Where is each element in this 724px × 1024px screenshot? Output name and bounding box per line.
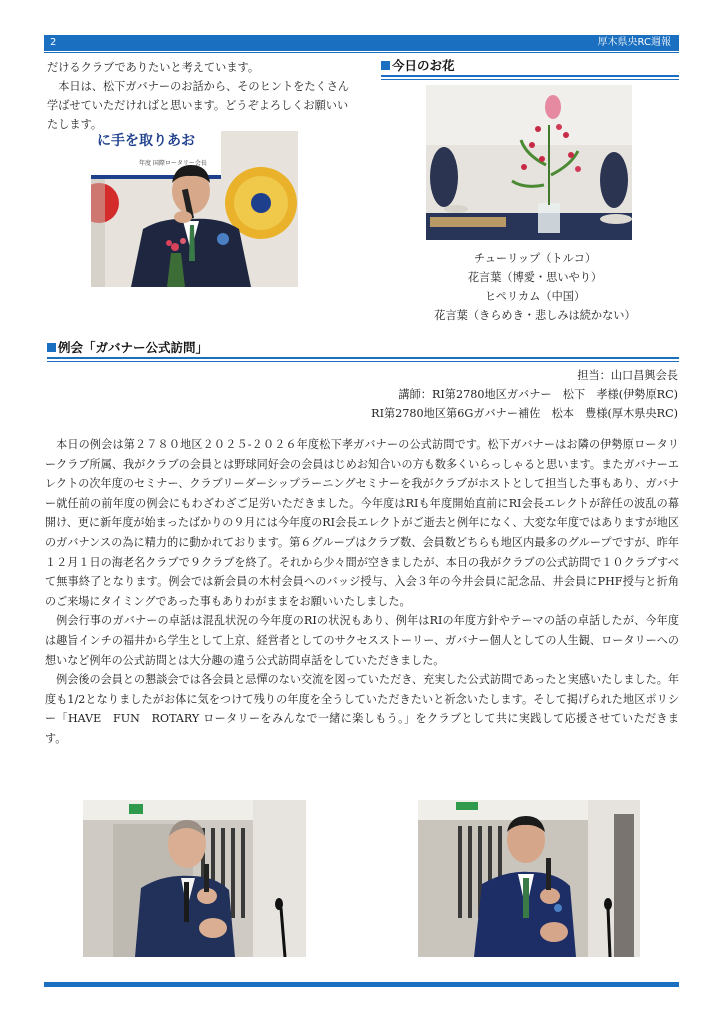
credit-speaker: 講師：RI第2780地区ガバナー 松下 孝様(伊勢原RC) [398, 388, 678, 401]
report-paragraph-3: 例会後の会員との懇談会では各会員と忌憚のない交流を図っていただき、充実した公式訪問であったと実感いたしました。年度も1/2となりましたがお体に気をつけて残りの年度を全うしていただきたいと祈念いたします。そして掲げられた地区ポリシー「HAVE FUN ROTARY ロータリーをみんなで一緒に楽しもう。」をクラブとして共に実践して応援させていただきます。 [45, 673, 679, 745]
page-number: 2 [50, 37, 57, 48]
meeting-title-rule-thin [47, 361, 679, 362]
banner-small-text: 年度 国際ロータリー会長 [139, 160, 207, 167]
header-rule [44, 52, 679, 53]
page-header [44, 35, 679, 51]
flower-caption [420, 249, 650, 325]
flowers-section-title: 今日のお花 [381, 58, 455, 74]
square-bullet-icon [381, 61, 390, 70]
flower-photo [426, 85, 632, 240]
speaker-photo-left [83, 800, 306, 957]
meeting-section-title: 例会「ガバナー公式訪問」 [47, 340, 208, 356]
meeting-report [45, 435, 679, 749]
newsletter-name: 厚木県央RC週報 [597, 37, 671, 48]
intro-text [47, 58, 357, 134]
flowers-title-rule [381, 75, 679, 77]
flower-line-2: 花言葉（博愛・思いやり） [467, 271, 603, 284]
credit-assistant: RI第2780地区第6Gガバナー補佐 松本 豊様(厚木県央RC) [371, 407, 678, 420]
report-paragraph-1: 本日の例会は第２７８０地区２０２５‐２０２６年度松下孝ガバナーの公式訪問です。松下ガバナーはお隣の伊勢原ロータリークラブ所属、我がクラブの会員とは野球同好会の会員はじめお知合いの方も数多くいらっしゃると思います。またガバナーエレクトの次年度のセミナー、クラブリーダーシップラーニングセミナーを我がクラブがホストとして担当した事もあり、ガバナー就任前の前年度の例会にもわざわざご足労いただきました。今年度はRIも年度開始直前にRI会長エレクトが辞任の波乱の幕開け、更に新年度が始まったばかりの９月には今年度のRI会長エレクトがご逝去と例年になく、大変な年度ではありますが地区のガバナンスの為に精力的に動かれております。第６グループはクラブ数、会員数どちらも地区内最多のグループですが、昨年１２月１日の海老名クラブで９クラブを終了。それから少々間が空きましたが、本日の我がクラブの公式訪問で１０クラブすべて無事終了となります。例会では新会員の木村会員へのバッジ授与、入会３年の今井会員に記念品、井会員にPHF授与と折角のご来場にタイミングであった事もありわがままをお願いいたしました。 [45, 438, 679, 608]
intro-line-2: 本日は、松下ガバナーのお話から、そのヒントをたくさん学ばせていただければと思います。どうぞよろしくお願いいたします。 [47, 80, 350, 131]
flower-line-3: ヒペリカム（中国） [484, 290, 586, 303]
speaker-photo-right [418, 800, 640, 957]
flowers-title-rule-thin [381, 79, 679, 80]
intro-line-1: だけるクラブでありたいと考えています。 [47, 61, 260, 74]
flower-line-4: 花言葉（きらめき・悲しみは続かない） [434, 309, 636, 322]
footer-rule [44, 982, 679, 987]
credit-host: 担当：山口昌興会長 [577, 369, 678, 382]
flower-line-1: チューリップ（トルコ） [473, 252, 597, 265]
speaker-photo [91, 131, 298, 287]
report-paragraph-2: 例会行事のガバナーの卓話は混乱状況の今年度のRIの状況もあり、例年はRIの年度方針やテーマの話の卓話したが、今年度は趣旨インチの福井から学生として上京、経営者としてのサクセスストーリー、ガバナー個人としての人生観、ロータリーへの想いなど例年の公式訪問とは大分趣の違う公式訪問卓話をしていただきました。 [45, 614, 679, 667]
banner-text: に手を取りあお [97, 133, 195, 149]
meeting-title-rule [47, 357, 679, 359]
square-bullet-icon [47, 343, 56, 352]
